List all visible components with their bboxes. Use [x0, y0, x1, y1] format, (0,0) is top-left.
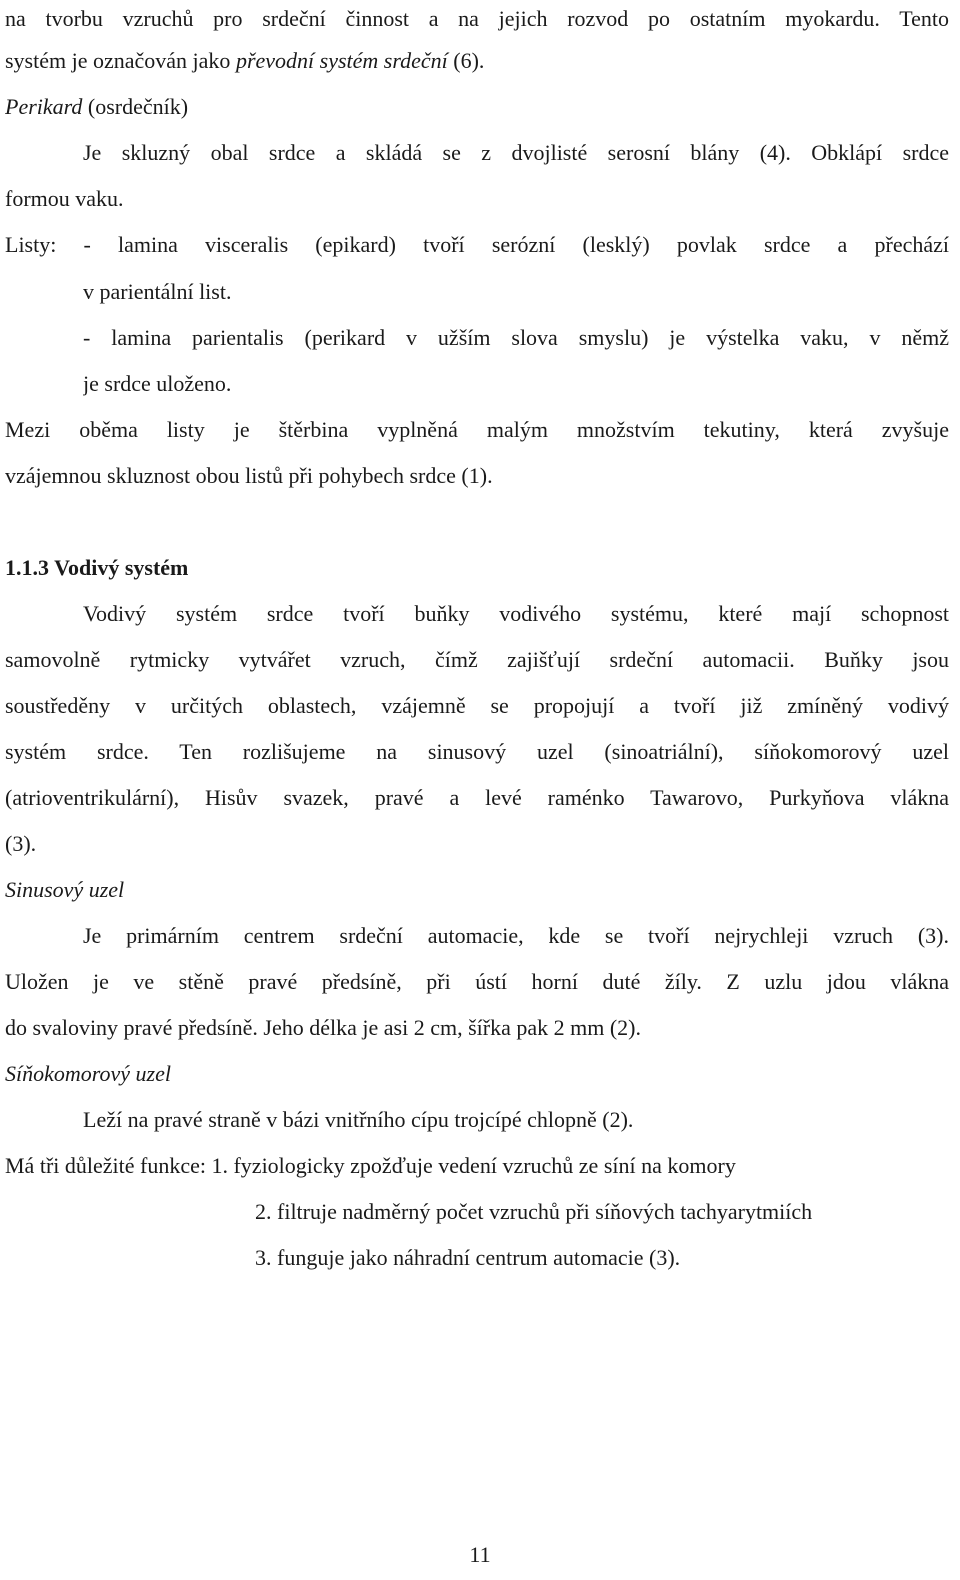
text-line: do svaloviny pravé předsíně. Jeho délka je asi 2 cm, šířka pak 2 mm (2).	[5, 1015, 642, 1040]
subsection-heading: Sinusový uzel	[5, 877, 125, 902]
text-line: Je skluzný obal srdce a skládá se z dvojlisté serosní blány (4). Obklápí srdce	[83, 140, 949, 165]
text-line: (atrioventrikulární), Hisův svazek, pravé a levé raménko Tawarovo, Purkyňova vlákna	[5, 785, 949, 810]
emphasis-term: převodní systém srdeční	[235, 48, 448, 73]
text-line: Vodivý systém srdce tvoří buňky vodivého systému, které mají schopnost	[83, 601, 949, 626]
list-item: 3. funguje jako náhradní centrum automacie (3).	[255, 1245, 681, 1270]
list-intro-line: Má tři důležité funkce: 1. fyziologicky zpožďuje vedení vzruchů ze síní na komory	[5, 1153, 736, 1178]
text-line: na tvorbu vzruchů pro srdeční činnost a na jejich rozvod po ostatním myokardu. Tento	[5, 6, 949, 31]
text-line: Leží na pravé straně v bázi vnitřního cípu trojcípé chlopně (2).	[83, 1107, 634, 1132]
text-line: - lamina parientalis (perikard v užším slova smyslu) je výstelka vaku, v němž	[83, 325, 949, 350]
text-line: Je primárním centrem srdeční automacie, kde se tvoří nejrychleji vzruch (3).	[83, 923, 949, 948]
text-line: formou vaku.	[5, 186, 124, 211]
page-number: 11	[469, 1542, 491, 1567]
subsection-heading: Síňokomorový uzel	[5, 1061, 171, 1086]
text-line: soustředěny v určitých oblastech, vzájemně se propojují a tvoří již zmíněný vodivý	[5, 693, 949, 718]
text-line: (3).	[5, 831, 37, 856]
list-item: 2. filtruje nadměrný počet vzruchů při síňových tachyarytmiích	[255, 1199, 813, 1224]
subsection-heading	[5, 92, 949, 122]
text-line: je srdce uloženo.	[83, 371, 232, 396]
text-line: Listy: - lamina visceralis (epikard) tvoří serózní (lesklý) povlak srdce a přechází	[5, 232, 949, 257]
text-line: vzájemnou skluznost obou listů při pohybech srdce (1).	[5, 463, 493, 488]
text-span: (osrdečník)	[82, 94, 189, 119]
text-line: systém srdce. Ten rozlišujeme na sinusový uzel (sinoatriální), síňokomorový uzel	[5, 739, 949, 764]
text-span: (6).	[447, 48, 485, 73]
section-heading: 1.1.3 Vodivý systém	[5, 555, 189, 580]
text-line: Uložen je ve stěně pravé předsíně, při ústí horní duté žíly. Z uzlu jdou vlákna	[5, 969, 949, 994]
subsection-term: Perikard	[5, 94, 83, 119]
text-line	[5, 46, 949, 76]
text-line: Mezi oběma listy je štěrbina vyplněná malým množstvím tekutiny, která zvyšuje	[5, 417, 949, 442]
text-line: v parientální list.	[83, 279, 232, 304]
text-span: systém je označován jako	[5, 48, 236, 73]
text-line: samovolně rytmicky vytvářet vzruch, čímž zajišťují srdeční automacii. Buňky jsou	[5, 647, 949, 672]
